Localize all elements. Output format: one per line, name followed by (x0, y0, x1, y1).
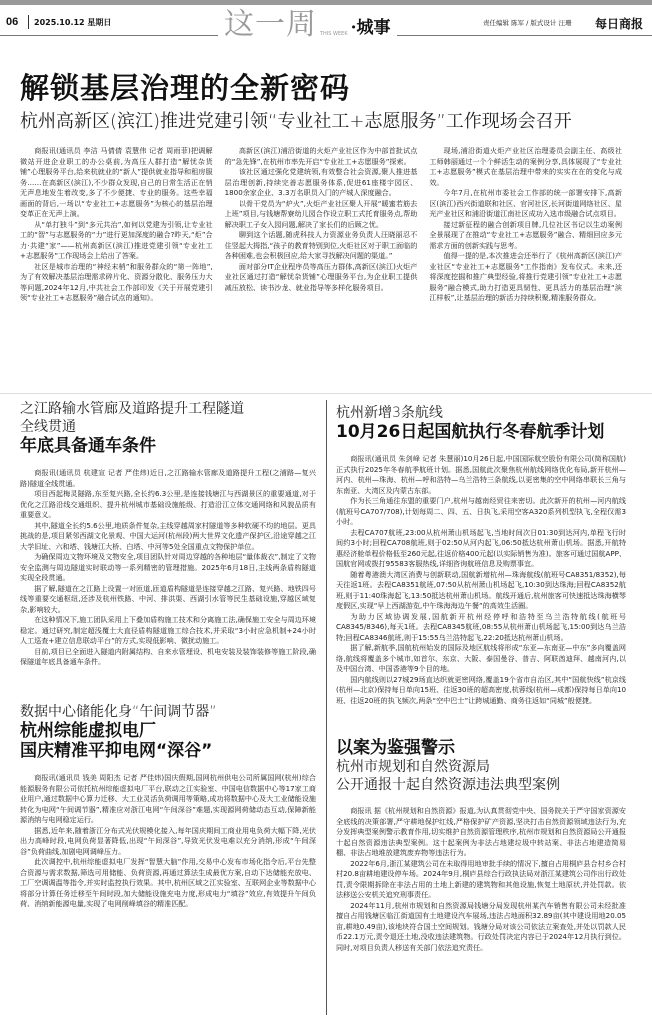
flights-article (336, 404, 626, 706)
paragraph: 今年7月,在杭州市委社会工作部的统一部署安排下,高新区(滨江)西兴街道联和社区、官河社区,长河街道网络社区、星光产业社区和浦沿街道江南社区成功入选市级融合试点项目。 (429, 188, 622, 218)
paragraph: 商报讯(通讯员 李洁 马倩倩 袁慧伟 记者 周雨菲)把调解微站开进企业职工的办公桌前,为高压人群打造“解忧杂货铺”心理服务平台,给来杭就业的“新人”提供就业指导和租房服务……在高新区(滨江),不少群众发现,自己的日常生活正在悄无声息地发生着改变,多了不少便捷、专业的服务。这些幸福画面的背后,一场以“专业社工+志愿服务”为核心的基层治理变革正在无声上演。 (20, 146, 213, 218)
tunnel-article (20, 400, 316, 668)
editor-credit: 责任编辑 陈军 / 版式设计 汪珊 (483, 19, 572, 27)
paragraph: 据悉,近年来,随着浙江分布式光伏规模化接入,每年国庆期间工商业用电负荷大幅下降,光伏出力高峰时段,电网负荷显著降低,出现“午间深谷”,导致光伏发电难以充分消纳,形成“午间深谷”负荷曲线,加剧电网调峰压力。 (20, 825, 316, 856)
paragraph: 值得一提的是,本次推进会还举行了《杭州高新区(滨江)产业社区“专业社工+志愿服务”工作指南》发布仪式。未来,还将深度挖掘和推广典型经验,将推行党建引领“专业社工+志愿服务”融合模式,助力打造更具韧性、更具活力的基层治理“滨江样板”,让基层治理的新活力持续积聚,精准服务群众。 (429, 251, 622, 302)
paragraph: 据了解,新航季,国航杭州始发的国际及地区航线将形成“东亚—东南亚—中东”多向覆盖网络,航线将覆盖多个城市,如首尔、东京、大阪、泰国曼谷、普吉、阿联酋迪拜、越南河内,以及中国台湾、中国香港等9个目的地。 (336, 643, 626, 673)
paragraph: 其中,隧道全长约5.6公里,地质条件复杂,主线穿越周家村隧道等多种软硬不均的地层。更具挑战的是,项目紧邻西湖文化景观、中国大运河(杭州段)两大世界文化遗产保护区,沿途穿越之江大学旧址、六和塔、钱塘江大桥、白塔、中河等5处全国重点文物保护单位。 (20, 520, 316, 551)
cases-subheadline-1: 杭州市规划和自然资源局 (336, 759, 490, 775)
paragraph: 现场,浦沿街道火炬产业社区治理委员会副主任、高级社工师韩丽通过一个个鲜活生动的案例分享,具体展现了“专业社工+志愿服务”模式在基层治理中带来的实实在在的变化与成效。 (429, 146, 622, 187)
column-divider (326, 400, 327, 1015)
paragraph: 此次调控中,杭州综能虚拟电厂发挥“智慧大脑”作用,交易中心发布市场化指令后,平台先整合资源与需求数据,筛选可用储能、负荷资源,再通过算法生成最优方案,自动下达储能充放电、工厂空调调温等指令,并实时监控执行效果。其中,杭州区域之江实验室、互联网企业等数据中心将部分计算任务迁移至午间时段,加大储能设施充电力度,形成电力“填谷”效应,有效提升午间负荷、消纳新能源电量,实现了电网削峰填谷的精准匹配。 (20, 857, 316, 908)
cases-headline: 以案为鉴强警示 (336, 738, 455, 758)
top-rule (0, 0, 652, 5)
paragraph: 2022年6月,浙江某建筑公司在未取得用地审批手续的情况下,擅自占用桐庐县合村乡合村村20.8亩耕地建设停车场。2024年9月,桐庐县综合行政执法局对浙江某建筑公司作出行政处罚,责令限期拆除在非法占用的土地上新建的建筑物和其他设施,恢复土地原状,并处罚款。依法移送公安机关追究刑事责任。 (336, 858, 626, 899)
paragraph: 商报讯(通讯员 杭建宣 记者 严佳炜)近日,之江路输水管廊及道路提升工程(之浦路—复兴路)隧道全线贯通。 (20, 468, 316, 488)
flights-body (336, 454, 626, 706)
brand-week: THIS WEEK (320, 31, 348, 37)
vpp-body (20, 773, 316, 910)
paragraph: 商报讯 据《杭州规划和自然资源》报道,为认真贯彻党中央、国务院关于严守国家资源安全底线的决策部署,严守耕地保护红线,严格保护矿产资源,坚决打击自然资源领域违法行为,充分发挥典型案例警示教育作用,切实维护自然资源管理秩序,杭州市规划和自然资源局公开通报十起自然资源违法典型案例。这十起案例为非法占地建垃圾中转站案、非法占地建造简易棚、非法占地堆放建筑废弃物等违法行为。 (336, 806, 626, 857)
paragraph: 为助力区域协调发展,国航新开杭州经停呼和浩特至乌兰浩特航线(航班号CA8345/8346),每天1班。去程CA8345航班,08:55从杭州萧山机场起飞,15:00到达乌兰浩特;回程CA8346航班,则于15:55乌兰浩特起飞,22:20抵达杭州萧山机场。 (336, 611, 626, 642)
paragraph: 项目西起梅灵隧路,东至复兴路,全长约6.3公里,是连接钱塘江与西湖景区的重要通道,对于优化之江路沿线交通组织、提升杭州城市基础设施能级、打造沿江立体交通网络和风貌品质有重要意义。 (20, 489, 316, 519)
paragraph: 随着粤港澳大湾区消费与创新联动,国航新增杭州—珠海航线(航班号CA8351/8352),每天往返1班。去程CA8351航班,07:50从杭州萧山机场起飞,10:30到达珠海;回程CA8352航班,则于11:40珠海起飞,13:50抵达杭州萧山机场。航线开通后,杭州旅客可快速抵达珠海横琴度假区,实现“早上西湖游览,中午珠海海边午餐”的高效生活圈。 (336, 569, 626, 610)
vpp-article (20, 703, 316, 910)
tunnel-kicker-2: 全线贯通 (20, 419, 76, 435)
vpp-headline-2: 国庆精准平抑电网“深谷” (20, 741, 213, 761)
paragraph: 商报讯(通讯员 朱剑峰 记者 朱慧丽)10月26日起,中国国际航空股份有限公司(简称国航)正式执行2025年冬春航季航班计划。据悉,国航此次聚焦杭州航线网络优化布局,新开杭州—河内、杭州—珠海、杭州—呼和浩特—乌兰浩特三条航线,以更密集的空中网络串联长三角与东南亚、大湾区及内蒙古东部。 (336, 454, 626, 495)
flights-kicker: 杭州新增3条航线 (336, 405, 443, 421)
paragraph: 作为长三角通往东盟的重要门户,杭州与越南经贸往来密切。此次新开的杭州—河内航线(航班号CA707/708),计划每周二、四、五、日执飞,采用空客A320系列机型执飞,全程仅需3小时。 (336, 496, 626, 526)
paragraph: 该社区通过强化党建统领,有效整合社会资源,聚人推进基层治理创新,持续完善志愿服务体系,促进61座楼宇园区、1800余家企业、3.3万名职员入门的产城人深度融合。 (224, 167, 418, 197)
tunnel-body (20, 468, 316, 668)
section-divider (0, 393, 652, 394)
paragraph: 商报讯(通讯员 钱美 周阳杰 记者 严佳炜)国庆假期,国网杭州供电公司所属国网(杭州)综合能源服务有限公司依托杭州综能虚拟电厂平台,联动之江实验室、中国电信数据中心等17家工商业用户,通过数据中心算力迁移、大工业灵活负荷调用等策略,成功将数据中心及大工业储能设施转化为电网“午间调节器”,精准应对浙江电网“午间深谷”难题,实现源网荷储动态互动,保障新能源消纳与电网稳定运行。 (20, 773, 316, 824)
paragraph: 高新区(滨江)浦沿街道的火炬产业社区作为中部首批试点的“急先锋”,在杭州市率先开启“专业社工+志愿服务”探索。 (224, 146, 418, 166)
paragraph: 面对部分IT企业程序员等高压力群体,高新区(滨江)火炬产业社区通过打造“解忧杂货铺”心理服务平台,为企业职工提供减压放松、读书沙龙、就业指导等多样化服务项目。 (224, 261, 418, 292)
cases-body (336, 806, 626, 953)
page-number: 06 (6, 16, 19, 28)
paragraph: 据了解,隧道在之江路上设置一对匝道,匝道盾构隧道是连接穿越之江路、复兴路、地铁四号线等重要交通枢纽,还涉及杭州铁路、中河、排洪渠、西湖引水管等民生基础设施,穿越区域复杂,影响较大。 (20, 583, 316, 614)
vpp-kicker: 数据中心储能化身“午间调节器” (20, 704, 217, 720)
brand-title: 这一周 (224, 7, 317, 42)
flights-headline: 10月26日起国航执行冬春航季计划 (336, 422, 605, 442)
paragraph: 以骨干党员为“炉火”,火炬产业社区聚人开展“暖蜜若筋去上班”项目,与钱塘帮寮幼儿园合作设立职工式托育服务点,帮助解决职工子女入园问题,解决了家长们的后顾之忧。 (224, 198, 418, 229)
paragraph: 社区是城市治理的“神经末梢”和服务群众的“第一阵地”,为了有效解决基层治理需求碎片化、资源分散化、服务压力大等问题,2024年12月,中共社会工作部印发《关于开展党建引领“专业社工+志愿服务”融合试点的通知》。 (20, 261, 213, 302)
section-name: ·城事 (350, 18, 391, 38)
tunnel-headline: 年底具备通车条件 (20, 436, 156, 456)
lead-subheadline: 杭州高新区(滨江)推进党建引领“专业社工+志愿服务”工作现场会召开 (20, 111, 572, 132)
tunnel-kicker: 之江路输水管廊及道路提升工程隧道 (20, 401, 244, 417)
header-divider (28, 15, 29, 29)
vpp-headline-1: 杭州综能虚拟电厂 (20, 721, 156, 741)
paragraph: 去程CA707航班,23:00从杭州萧山机场起飞,当地时间次日01:30到达河内,单程飞行时间约3小时;回程CA708航班,则于02:50从河内起飞,06:50抵达杭州萧山机场。据悉,开航特惠经济舱单程价格低至260元起,往返价格400元起(以实际销售为准)。旅客可通过国航APP、国航官网或拨打95583客服热线,详细咨询航班信息及购票事宜。 (336, 527, 626, 568)
section-brand (218, 8, 397, 40)
paragraph: 国内航线则以27城29场直达织就更密网络,覆盖19个省市自治区,其中“国航快线”杭京线(杭州—北京)保持每日单向15班、往返30班的超高密度,杭蓉线(杭州—成都)保持每日单向10班、往返20班的执飞频次,两条“空中巴士”让跨城通勤、商务往返如“同城”般便捷。 (336, 674, 626, 705)
page-header (0, 6, 652, 42)
lead-article-body (20, 146, 622, 386)
cases-subheadline-2: 公开通报十起自然资源违法典型案例 (336, 777, 560, 793)
paragraph: 2024年11月,杭州市规划和自然资源局钱塘分局发现杭州某汽车销售有限公司未经批准擅自占用钱塘区临江街道国有土地建设汽车展场,违法占地面积32.89亩(其中建设用地20.05亩,耕地0.49亩),该地块符合国土空间规划。钱塘分局对该公司依法立案查处,并处以罚款人民币22.1万元,责令退还土地,没收违法建筑物。行政处罚决定内容已于2024年12月执行到位。同时,对项目负责人移送有关部门依法追究责任。 (336, 900, 626, 952)
issue-date: 2025.10.12 星期日 (34, 18, 112, 27)
newspaper-name: 每日商报 (595, 17, 644, 31)
paragraph: 从“单打独斗”到“多元共治”,如何以党建为引领,让专业社工的“智”与志愿服务的“力”进行更加深度的融合?昨天,“炬”合力·共建“家”——杭州高新区(滨江)推进党建引领“专业社工+志愿服务”工作现场会上给出了答案。 (20, 219, 213, 260)
paragraph: 目前,项目已全面进入隧道内附属结构、自来水管埋设、机电安装及装饰装修等施工阶段,确保隧道年底具备通车条件。 (20, 646, 316, 666)
paragraph: 在这种情况下,施工团队采用上下叠加盾构施工技术和分离施工法,确保施工安全与周边环境稳定。通过研究,制定超浅覆土大直径盾构隧道施工综合技术,并采取“3小时应急机制+24小时人工巡查+建立信息联动平台”的方式,实现低影响、微扰动施工。 (20, 615, 316, 645)
paragraph: 接过新征程的融合创新项目牌,几位社区书记以生动案例全景展现了在推动“专业社工+志愿服务”融合、精细回应多元需求方面的创新实践与思考。 (429, 219, 622, 250)
lead-headline: 解锁基层治理的全新密码 (20, 71, 351, 105)
paragraph: 聊到这个话题,随虎科技人力资源业务负责人汪晓丽忍不住竖起大拇指,“孩子的教育特别到位,火炬社区对于职工面临的各种困难,也会积极回应,给大家寻找解决问题的渠道。” (224, 230, 418, 260)
cases-article (336, 738, 626, 953)
paragraph: 为确保周边文物环境及文物安全,项目团队针对周边穿越的各种地层“量体裁衣”,制定了文物安全监测与周边隧道实时联动等一系列精密的管理措施。2025年6月18日,主线两条盾构隧道实现全段贯通。 (20, 552, 316, 582)
